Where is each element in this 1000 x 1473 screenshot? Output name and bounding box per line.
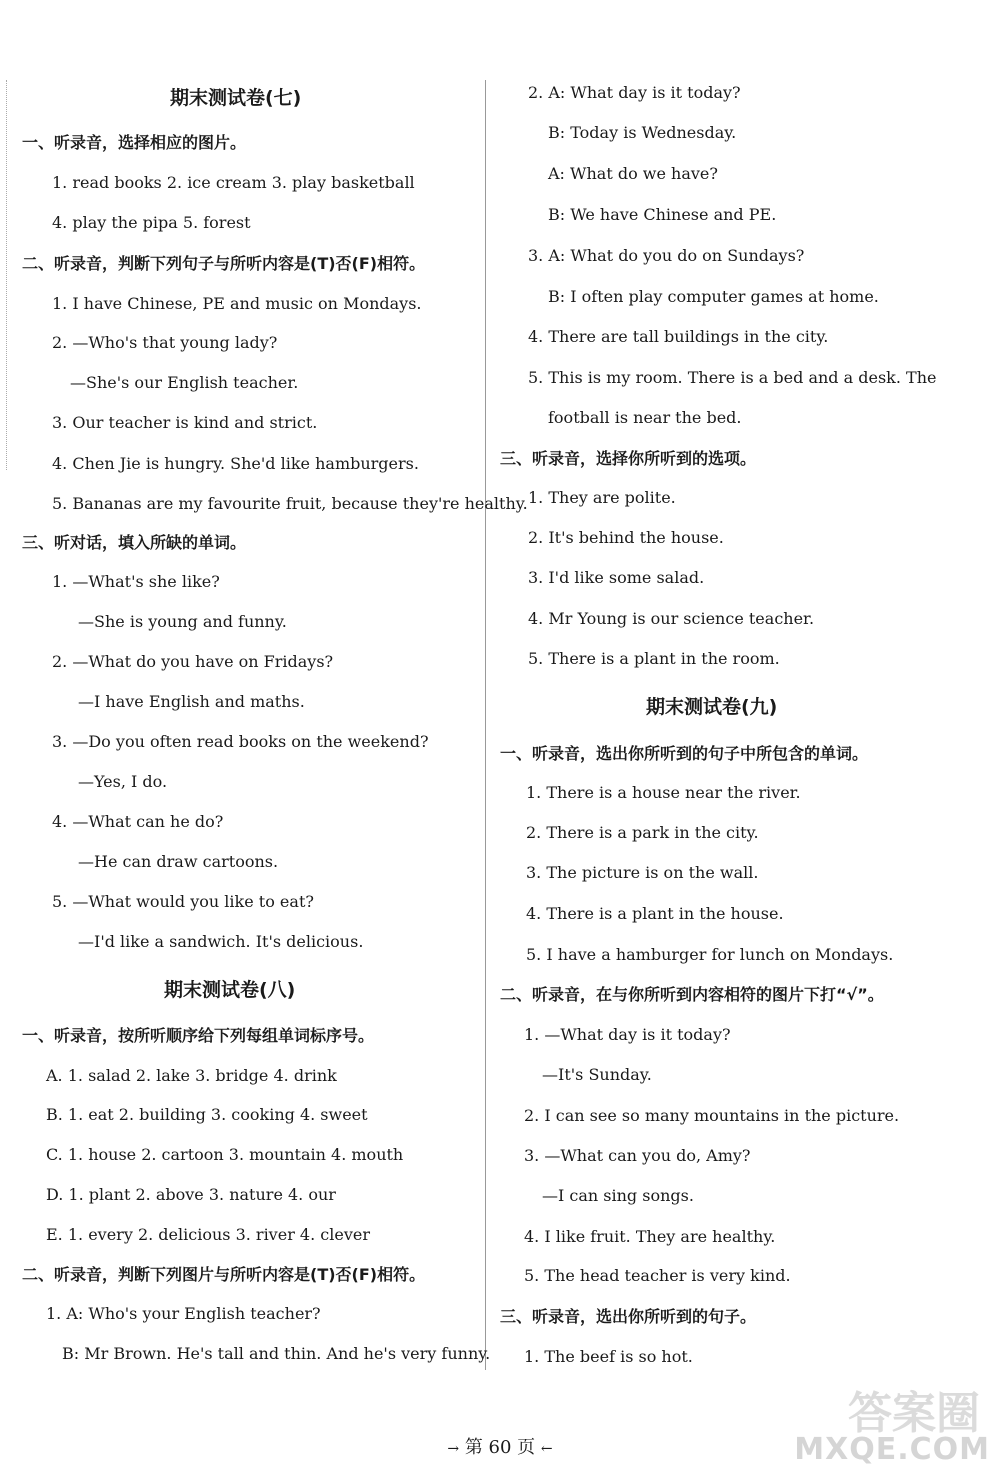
list-item: 1. —What day is it today? — [524, 1025, 731, 1044]
list-item: B: We have Chinese and PE. — [548, 205, 777, 224]
test-9-title: 期末测试卷(九) — [646, 696, 778, 718]
watermark-logo: 答案圈 — [848, 1388, 980, 1439]
test-7-section-1-line: 4. play the pipa 5. forest — [52, 213, 251, 232]
test-7-section-1-heading: 一、听录音，选择相应的图片。 — [22, 133, 247, 152]
list-item: 2. I can see so many mountains in the picture. — [524, 1106, 900, 1125]
list-item: 2. A: What day is it today? — [528, 83, 741, 102]
list-item: B: Today is Wednesday. — [548, 123, 737, 142]
test-8-section-2-heading: 二、听录音，判断下列图片与所听内容是(T)否(F)相符。 — [22, 1265, 426, 1284]
list-item: —I'd like a sandwich. It's delicious. — [78, 932, 364, 951]
list-item: —I can sing songs. — [542, 1186, 694, 1205]
list-item: 1. A: Who's your English teacher? — [46, 1304, 321, 1323]
test-7-section-1-line: 1. read books 2. ice cream 3. play basketball — [52, 173, 415, 192]
list-item: 1. The beef is so hot. — [524, 1347, 693, 1366]
test-9-section-3-heading: 三、听录音，选出你所听到的句子。 — [500, 1307, 757, 1326]
list-item: 5. The head teacher is very kind. — [524, 1266, 791, 1285]
list-item: 2. —Who's that young lady? — [52, 333, 278, 352]
list-item: 3. A: What do you do on Sundays? — [528, 246, 805, 265]
list-item: 4. I like fruit. They are healthy. — [524, 1227, 776, 1246]
list-item: 2. It's behind the house. — [528, 528, 724, 547]
arrow-left-icon: ← — [540, 1441, 553, 1457]
list-item: B: Mr Brown. He's tall and thin. And he's very funny. — [62, 1344, 491, 1363]
list-item: B. 1. eat 2. building 3. cooking 4. sweet — [46, 1105, 368, 1124]
list-item: football is near the bed. — [548, 408, 742, 427]
margin-dotted-line — [6, 80, 7, 470]
list-item: 2. —What do you have on Fridays? — [52, 652, 334, 671]
list-item: 4. —What can he do? — [52, 812, 224, 831]
test-9-section-1-heading: 一、听录音，选出你所听到的句子中所包含的单词。 — [500, 744, 869, 763]
list-item: 1. They are polite. — [528, 488, 676, 507]
list-item: —She is young and funny. — [78, 612, 287, 631]
list-item: 4. There is a plant in the house. — [526, 904, 784, 923]
list-item: A: What do we have? — [548, 164, 718, 183]
list-item: 4. There are tall buildings in the city. — [528, 327, 829, 346]
list-item: 1. There is a house near the river. — [526, 783, 801, 802]
test-7-title: 期末测试卷(七) — [170, 87, 302, 109]
list-item: 3. —Do you often read books on the weekend? — [52, 732, 429, 751]
list-item: 5. There is a plant in the room. — [528, 649, 780, 668]
list-item: E. 1. every 2. delicious 3. river 4. clever — [46, 1225, 370, 1244]
list-item: 1. I have Chinese, PE and music on Mondays. — [52, 294, 422, 313]
watermark — [794, 1377, 990, 1467]
list-item: —She's our English teacher. — [70, 373, 299, 392]
list-item: 3. I'd like some salad. — [528, 568, 705, 587]
list-item: A. 1. salad 2. lake 3. bridge 4. drink — [46, 1066, 337, 1085]
list-item: 3. —What can you do, Amy? — [524, 1146, 751, 1165]
list-item: 1. —What's she like? — [52, 572, 220, 591]
test-8-title: 期末测试卷(八) — [164, 979, 296, 1001]
list-item: —Yes, I do. — [78, 772, 168, 791]
list-item: 5. Bananas are my favourite fruit, because they're healthy. — [52, 494, 528, 513]
test-7-section-3-heading: 三、听对话，填入所缺的单词。 — [22, 533, 247, 552]
list-item: 5. This is my room. There is a bed and a desk. The — [528, 368, 937, 387]
test-8-section-3-heading: 三、听录音，选择你所听到的选项。 — [500, 449, 757, 468]
list-item: 3. The picture is on the wall. — [526, 863, 759, 882]
list-item: 4. Mr Young is our science teacher. — [528, 609, 815, 628]
list-item: 5. I have a hamburger for lunch on Mondays. — [526, 945, 894, 964]
column-divider — [485, 80, 486, 1370]
test-8-section-1-heading: 一、听录音，按所听顺序给下列每组单词标序号。 — [22, 1026, 375, 1045]
list-item: —I have English and maths. — [78, 692, 305, 711]
list-item: 2. There is a park in the city. — [526, 823, 759, 842]
list-item: B: I often play computer games at home. — [548, 287, 879, 306]
test-9-section-2-heading: 二、听录音，在与你所听到内容相符的图片下打“√”。 — [500, 985, 884, 1004]
watermark-site: MXQE.COM — [794, 1432, 990, 1467]
test-7-section-2-heading: 二、听录音，判断下列句子与所听内容是(T)否(F)相符。 — [22, 254, 426, 273]
list-item: D. 1. plant 2. above 3. nature 4. our — [46, 1185, 336, 1204]
list-item: 4. Chen Jie is hungry. She'd like hamburgers. — [52, 454, 419, 473]
list-item: —It's Sunday. — [542, 1065, 652, 1084]
list-item: 5. —What would you like to eat? — [52, 892, 314, 911]
list-item: C. 1. house 2. cartoon 3. mountain 4. mouth — [46, 1145, 404, 1164]
list-item: —He can draw cartoons. — [78, 852, 279, 871]
arrow-right-icon: → — [447, 1441, 460, 1457]
page-number: 第 60 页 — [464, 1437, 536, 1458]
list-item: 3. Our teacher is kind and strict. — [52, 413, 318, 432]
